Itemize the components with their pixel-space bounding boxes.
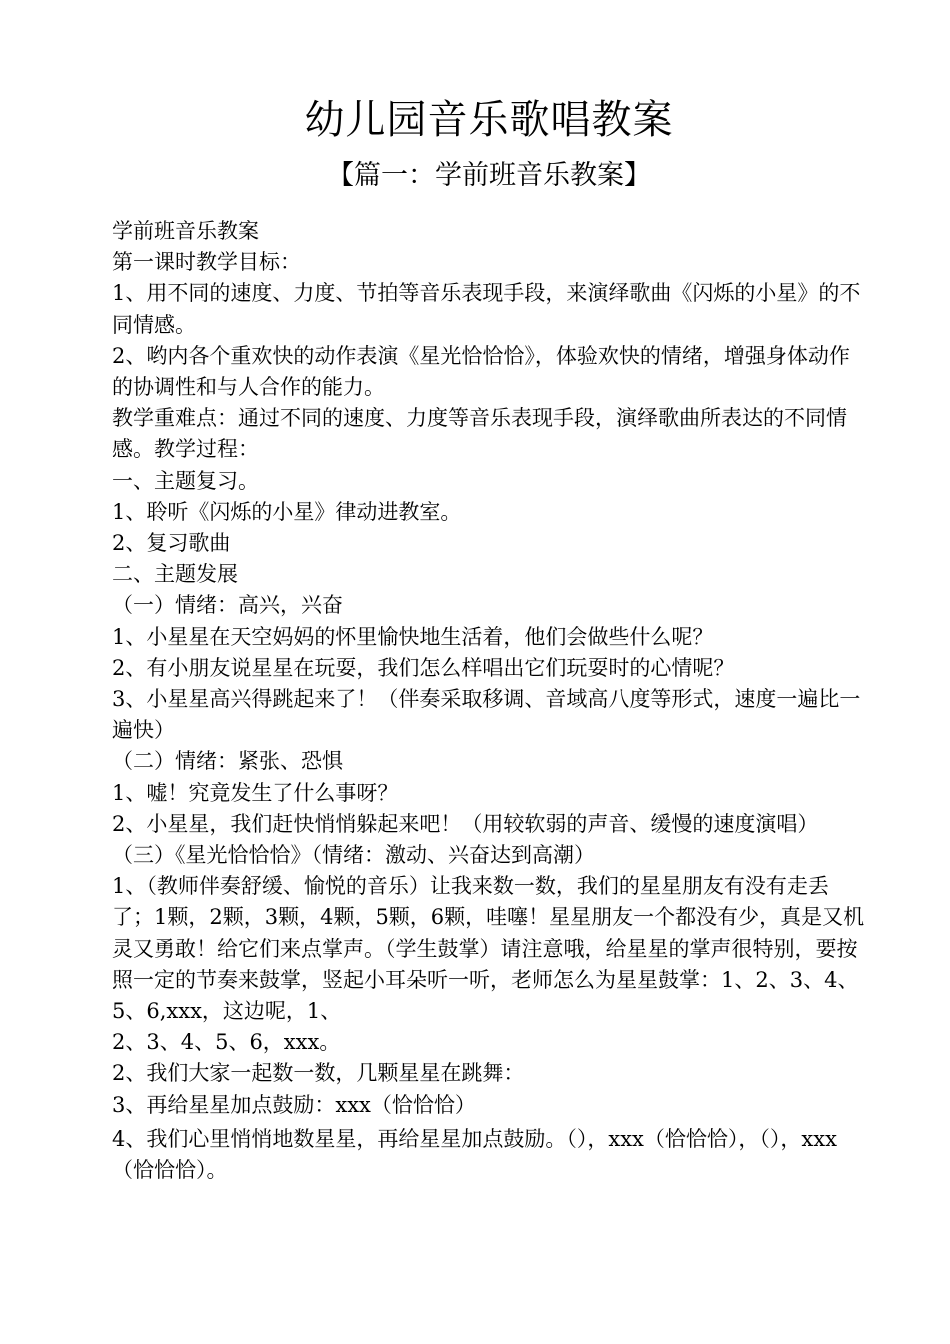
paragraph: 3、再给星星加点鼓励：xxx（恰恰恰）	[112, 1092, 476, 1117]
paragraph: 1、小星星在天空妈妈的怀里愉快地生活着，他们会做些什么呢？	[112, 624, 714, 649]
paragraph: 3、小星星高兴得跳起来了！（伴奏采取移调、音域高八度等形式，速度一遍比一遍快）	[112, 687, 861, 743]
paragraph: 2、哟内各个重欢快的动作表演《星光恰恰恰》，体验欢快的情绪，增强身体动作的协调性和与人合作的能力。	[112, 343, 850, 400]
paragraph: 1、（教师伴奏舒缓、愉悦的音乐）让我来数一数，我们的星星朋友有没有走丢了；1颗，2颗，3颗，4颗，5颗，6颗，哇噻！星星朋友一个都没有少，真是又机灵又勇敢！给它们来点掌声。（学生鼓掌）请注意哦，给星星的掌声很特别，要按照一定的节奏来鼓掌，竖起小耳朵听一听，老师怎么为星星鼓掌：1、2、3、4、5、6,xxx，这边呢，1、	[112, 874, 865, 1024]
paragraph: 2、有小朋友说星星在玩耍，我们怎么样唱出它们玩耍时的心情呢？	[112, 655, 735, 680]
paragraph: 2、复习歌曲	[112, 531, 231, 556]
paragraph: 1、聆听《闪烁的小星》律动进教室。	[112, 499, 462, 524]
paragraph: 教学重难点：通过不同的速度、力度等音乐表现手段，演绎歌曲所表达的不同情感。教学过程：	[112, 406, 847, 462]
paragraph: （二）情绪：紧张、恐惧	[112, 749, 343, 774]
paragraph: 2、3、4、5、6，xxx。	[112, 1030, 341, 1055]
paragraph: 二、主题发展	[112, 562, 238, 587]
document-title: 幼儿园音乐歌唱教案	[304, 97, 674, 143]
paragraph: 2、小星星，我们赶快悄悄躲起来吧！（用较软弱的声音、缓慢的速度演唱）	[112, 811, 819, 836]
paragraph: 4、我们心里悄悄地数星星，再给星星加点鼓励。（），xxx（恰恰恰），（），xxx（恰恰恰）。	[112, 1126, 837, 1183]
document-subtitle: 【篇一：学前班音乐教案】	[327, 160, 651, 191]
paragraph: 一、主题复习。	[112, 468, 259, 493]
paragraph: （一）情绪：高兴，兴奋	[112, 593, 343, 618]
document-body	[112, 216, 866, 1186]
paragraph: 学前班音乐教案	[112, 219, 259, 243]
paragraph: 1、用不同的速度、力度、节拍等音乐表现手段，来演绎歌曲《闪烁的小星》的不同情感。	[112, 281, 861, 337]
paragraph: 2、我们大家一起数一数，几颗星星在跳舞：	[112, 1061, 525, 1086]
paragraph: 1、嘘！究竟发生了什么事呀？	[112, 780, 399, 805]
paragraph: （三）《星光恰恰恰》（情绪：激动、兴奋达到高潮）	[112, 843, 595, 868]
paragraph: 第一课时教学目标：	[112, 250, 301, 275]
